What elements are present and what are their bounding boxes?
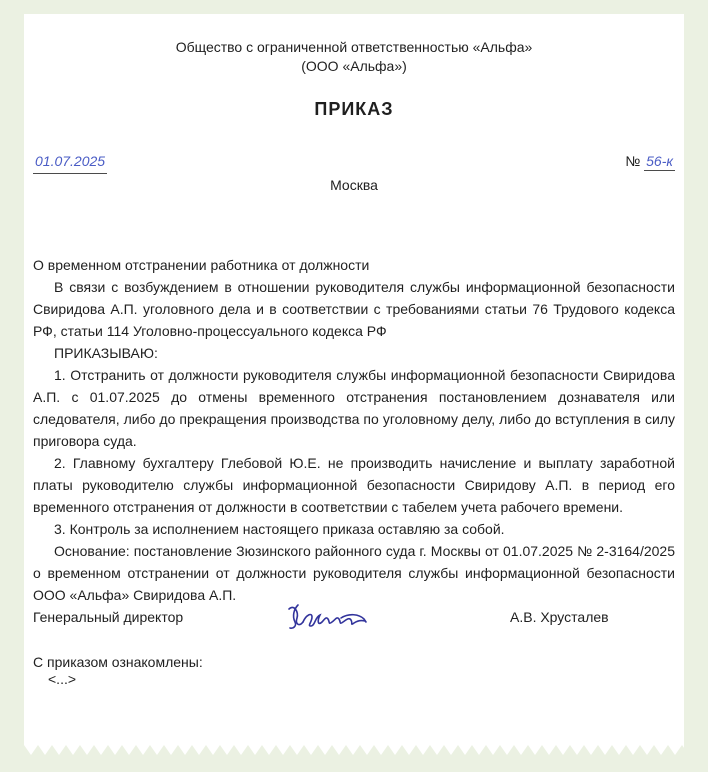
order-item-1: 1. Отстранить от должности руководителя службы информационной безопасности Свиридова А.П. с 01.07.2025 до отмены временного отстранения постановлением дознавателя или следователя, либо до прекращения производства по уголовному делу, либо до вступления в силу приговора суда. xyxy=(33,367,675,449)
order-verb: ПРИКАЗЫВАЮ: xyxy=(54,345,158,361)
order-document xyxy=(24,14,684,745)
order-item-2: 2. Главному бухгалтеру Глебовой Ю.Е. не производить начисление и выплату заработной платы руководителю службы информационной безопасности Свиридову А.П. в период его временного отстранения от должности в соответствии с табелем учета рабочего времени. xyxy=(33,455,675,515)
signer-position: Генеральный директор xyxy=(33,609,184,625)
acknowledgement-label: С приказом ознакомлены: xyxy=(33,654,203,670)
org-name-full: Общество с ограниченной ответственностью «Альфа» xyxy=(175,39,533,55)
acknowledgement-placeholder: <...> xyxy=(48,671,77,687)
order-number xyxy=(625,150,675,172)
order-number-field[interactable]: 56-к xyxy=(646,153,673,169)
order-preamble: В связи с возбуждением в отношении руководителя службы информационной безопасности Свиридова А.П. уголовного дела и в соответствии с требованиями статьи 76 Трудового кодекса РФ, статьи 114 Уголовно-процессуального кодекса РФ xyxy=(33,279,675,339)
order-date-field[interactable]: 01.07.2025 xyxy=(33,150,107,174)
order-meta-row xyxy=(33,150,675,174)
order-basis: Основание: постановление Зюзинского районного суда г. Москвы от 01.07.2025 № 2-3164/2025 о временном отстранении от должности руководителя службы информационной безопасности ООО «Альфа» Свиридова А.П. xyxy=(33,543,675,603)
org-name-short: (ООО «Альфа») xyxy=(301,58,407,74)
signature-image xyxy=(285,596,369,636)
signature-row xyxy=(33,606,675,628)
org-header xyxy=(33,38,675,76)
paper-torn-edge xyxy=(24,745,684,755)
order-city: Москва xyxy=(330,177,378,193)
order-title: ПРИКАЗ xyxy=(314,99,394,119)
order-subject: О временном отстранении работника от должности xyxy=(33,257,370,273)
order-item-3: 3. Контроль за исполнением настоящего приказа оставляю за собой. xyxy=(54,521,505,537)
order-number-sign: № xyxy=(625,153,641,169)
signer-name: А.В. Хрусталев xyxy=(510,609,609,625)
